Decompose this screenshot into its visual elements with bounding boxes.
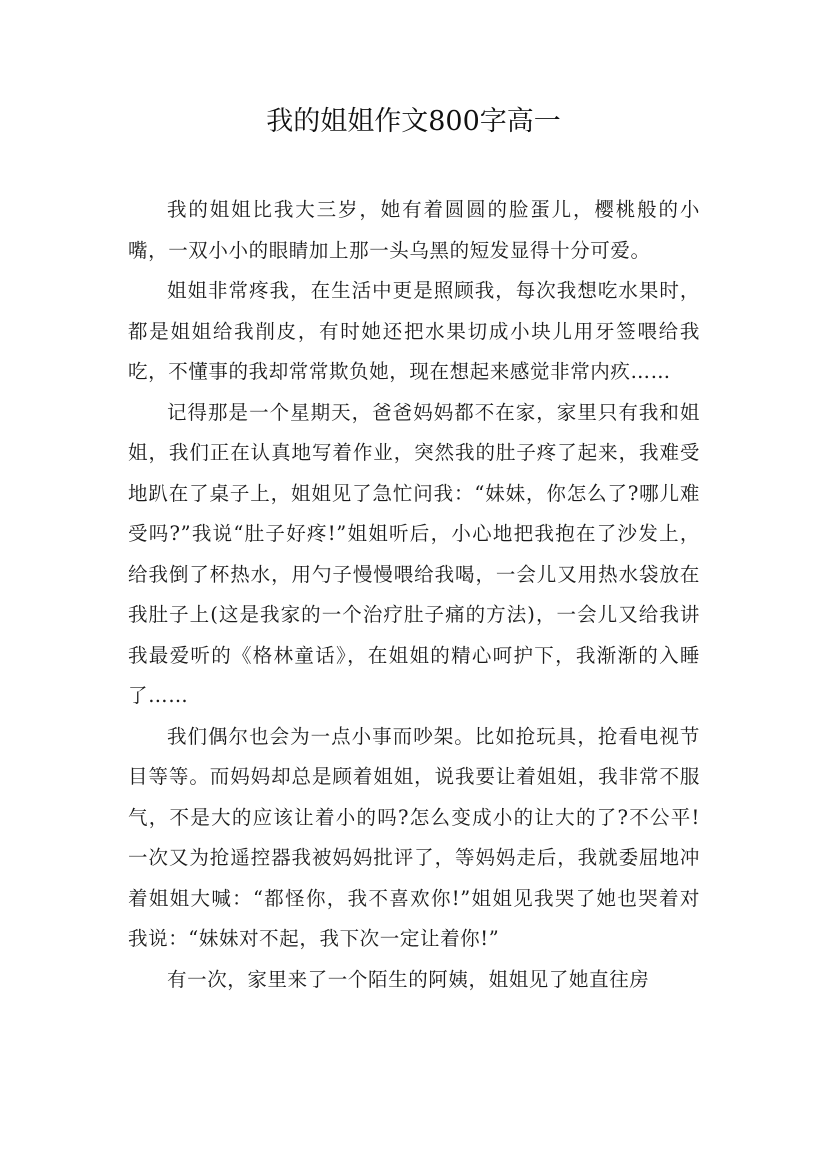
paragraph-1: 我的姐姐比我大三岁，她有着圆圆的脸蛋儿，樱桃般的小嘴，一双小小的眼睛加上那一头乌黑的短发显得十分可爱。	[128, 198, 700, 262]
paragraph-5: 有一次，家里来了一个陌生的阿姨，姐姐见了她直往房	[167, 967, 650, 991]
document-title: 我的姐姐作文800字高一	[266, 106, 561, 137]
paragraph-2: 姐姐非常疼我，在生活中更是照顾我，每次我想吃水果时，都是姐姐给我削皮，有时她还把水果切成小块儿用牙签喂给我吃，不懂事的我却常常欺负她，现在想起来感觉非常内疚……	[128, 279, 700, 383]
paragraph-4: 我们偶尔也会为一点小事而吵架。比如抢玩具，抢看电视节目等等。而妈妈却总是顾着姐姐，说我要让着姐姐，我非常不服气，不是大的应该让着小的吗?怎么变成小的让大的了?不公平!一次又为抢遥控器我被妈妈批评了，等妈妈走后，我就委屈地冲着姐姐大喊：“都怪你，我不喜欢你!”姐姐见我哭了她也哭着对我说：“妹妹对不起，我下次一定让着你!”	[128, 724, 700, 950]
document-body	[128, 190, 700, 1000]
paragraph-3: 记得那是一个星期天，爸爸妈妈都不在家，家里只有我和姐姐，我们正在认真地写着作业，突然我的肚子疼了起来，我难受地趴在了桌子上，姐姐见了急忙问我：“妹妹，你怎么了?哪儿难受吗?”我说“肚子好疼!”姐姐听后，小心地把我抱在了沙发上，给我倒了杯热水，用勺子慢慢喂给我喝，一会儿又用热水袋放在我肚子上(这是我家的一个治疗肚子痛的方法)，一会儿又给我讲我最爱听的《格林童话》，在姐姐的精心呵护下，我渐渐的入睡了……	[128, 400, 700, 707]
